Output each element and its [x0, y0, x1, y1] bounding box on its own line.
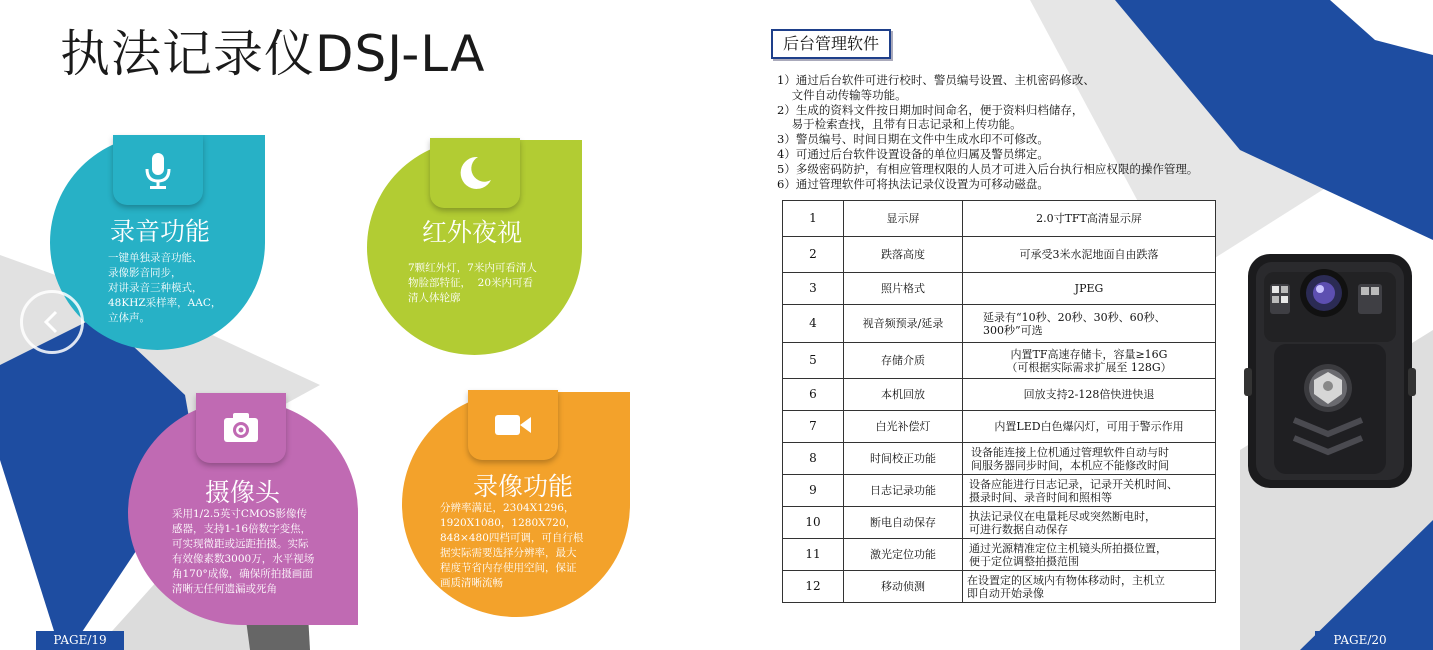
spec-name: 本机回放 [844, 379, 963, 411]
spec-value: 内置LED白色爆闪灯，可用于警示作用 [963, 411, 1216, 443]
feature-desc-night-vision: 7颗红外灯，7米内可看清人 物脸部特征， 20米内可看 清人体轮廓 [408, 262, 537, 304]
feature-title-audio: 录音功能 [110, 217, 211, 246]
feature-desc-audio: 一键单独录音功能、 录像影音同步， 对讲录音三种模式， 48KHZ采样率，AAC， 立体声。 [108, 252, 222, 324]
spec-table [782, 200, 1216, 603]
feature-tab-camera [196, 393, 286, 463]
spec-number: 11 [783, 539, 844, 571]
software-feature-list [777, 73, 1277, 191]
spec-value: 可承受3米水泥地面自由跌落 [963, 237, 1216, 273]
spec-number: 8 [783, 443, 844, 475]
table-row [783, 443, 1216, 475]
table-row [783, 507, 1216, 539]
spec-name: 白光补偿灯 [844, 411, 963, 443]
spec-value: 设备能连接上位机通过管理软件自动与时 间服务器同步时间，本机应不能修改时间 [963, 443, 1216, 475]
spec-name: 时间校正功能 [844, 443, 963, 475]
feature-title-camera: 摄像头 [205, 478, 281, 507]
software-feature-line: 4）可通过后台软件设置设备的单位归属及警员绑定。 [777, 146, 1049, 161]
table-row [783, 201, 1216, 237]
body-camera-image [1244, 248, 1416, 492]
spec-value: 2.0寸TFT高清显示屏 [963, 201, 1216, 237]
spec-name: 视音频预录/延录 [844, 305, 963, 343]
spec-number: 10 [783, 507, 844, 539]
software-feature-line: 1）通过后台软件可进行校时、警员编号设置、主机密码修改、 [777, 73, 1095, 87]
spec-name: 存储介质 [844, 343, 963, 379]
page-number-left: PAGE/19 [36, 631, 124, 650]
spec-name: 跌落高度 [844, 237, 963, 273]
software-feature-line: 易于检索查找，且带有日志记录和上传功能。 [777, 117, 1022, 132]
spec-name: 移动侦测 [844, 571, 963, 603]
spec-value: 延录有“10秒、20秒、30秒、60秒、 300秒”可选 [963, 305, 1216, 343]
spec-number: 1 [783, 201, 844, 237]
table-row [783, 305, 1216, 343]
spec-value: 设备应能进行日志记录，记录开关机时间、 摄录时间、录音时间和照相等 [963, 475, 1216, 507]
spec-number: 7 [783, 411, 844, 443]
spec-value: 通过光源精准定位主机镜头所拍摄位置， 便于定位调整拍摄范围 [963, 539, 1216, 571]
camera-icon [220, 407, 262, 449]
table-row [783, 237, 1216, 273]
software-feature-line: 6）通过管理软件可将执法记录仪设置为可移动磁盘。 [777, 176, 1049, 191]
software-feature-line: 5）多级密码防护，有相应管理权限的人员才可进入后台执行相应权限的操作管理。 [777, 161, 1199, 176]
chevron-left-icon [38, 308, 66, 336]
spec-value: 内置TF高速存储卡，容量≥16G （可根据实际需求扩展至 128G） [963, 343, 1216, 379]
previous-page-button[interactable] [20, 290, 84, 354]
table-row [783, 343, 1216, 379]
feature-tab-audio [113, 135, 203, 205]
table-row [783, 411, 1216, 443]
spec-number: 2 [783, 237, 844, 273]
moon-icon [454, 152, 496, 194]
feature-tab-night-vision [430, 138, 520, 208]
feature-desc-camera: 采用1/2.5英寸CMOS影像传 感器，支持1-16倍数字变焦， 可实现微距或远距拍摄。实际 有效像素数3000万，水平视场 角170°成像，确保所拍摄画面 清晰无任何遗漏或死角 [172, 508, 315, 595]
section-label-software: 后台管理软件 [771, 29, 891, 59]
software-feature-line: 文件自动传输等功能。 [777, 87, 907, 102]
feature-title-night-vision: 红外夜视 [422, 218, 523, 247]
spec-name: 照片格式 [844, 273, 963, 305]
spec-number: 4 [783, 305, 844, 343]
spec-name: 显示屏 [844, 201, 963, 237]
spec-name: 日志记录功能 [844, 475, 963, 507]
spec-name: 激光定位功能 [844, 539, 963, 571]
microphone-icon [137, 149, 179, 191]
table-row [783, 379, 1216, 411]
spec-number: 6 [783, 379, 844, 411]
spec-name: 断电自动保存 [844, 507, 963, 539]
page-number-right: PAGE/20 [1315, 631, 1405, 650]
table-row [783, 571, 1216, 603]
software-feature-line: 3）警员编号、时间日期在文件中生成水印不可修改。 [777, 132, 1049, 147]
spec-value: 回放支持2-128倍快进快退 [963, 379, 1216, 411]
spec-number: 5 [783, 343, 844, 379]
video-camera-icon [492, 404, 534, 446]
table-row [783, 273, 1216, 305]
spec-number: 3 [783, 273, 844, 305]
spec-value: JPEG [963, 273, 1216, 305]
feature-tab-video [468, 390, 558, 460]
spec-number: 9 [783, 475, 844, 507]
spec-value: 执法记录仪在电量耗尽或突然断电时， 可进行数据自动保存 [963, 507, 1216, 539]
software-feature-line: 2）生成的资料文件按日期加时间命名，便于资料归档储存， [777, 102, 1084, 117]
feature-desc-video: 分辨率满足，2304X1296， 1920X1080，1280X720， 848×480四档可调，可自行根 据实际需要选择分辨率，最大 程度节省内存使用空间，保证 画质清晰流畅 [440, 502, 584, 589]
spec-value: 在设置定的区域内有物体移动时，主机立 即自动开始录像 [963, 571, 1216, 603]
page-title: 执法记录仪DSJ-LA [60, 25, 486, 83]
spec-number: 12 [783, 571, 844, 603]
table-row [783, 475, 1216, 507]
table-row [783, 539, 1216, 571]
feature-title-video: 录像功能 [473, 472, 574, 501]
